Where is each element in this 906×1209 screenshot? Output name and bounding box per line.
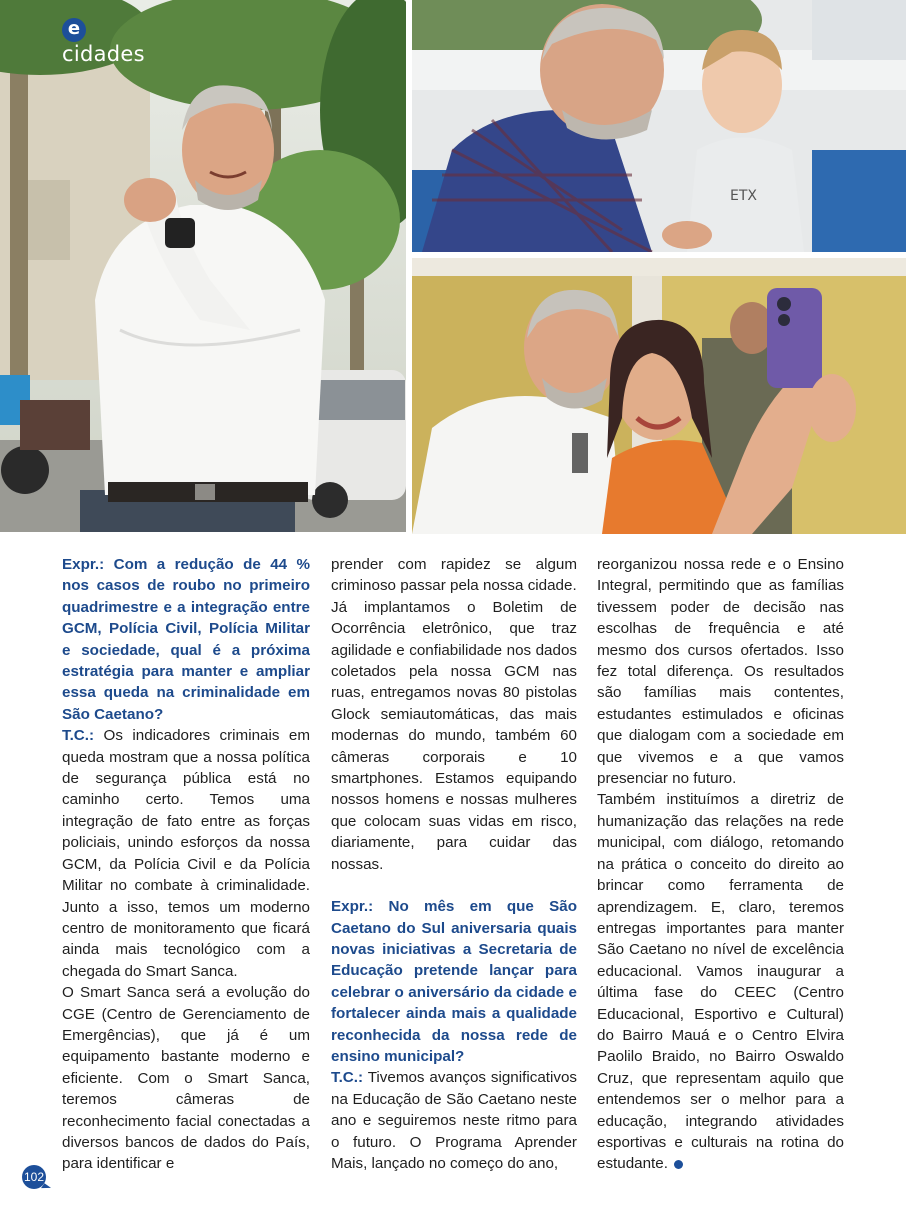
photo-man-posing (0, 0, 406, 532)
answer-2-label: T.C.: (331, 1069, 364, 1087)
answer-1-text: Os indicadores criminais em queda mostram que a nossa política de segurança pública está no caminho certo. Temos uma integração de fato entre as forças policiais, unindo esforços da nossa GCM, da Polícia Civil e da Polícia Militar no combate à criminalidade. Junto a isso, temos um moderno centro de monitoramento que ficará ainda mais tecnológico com a chegada do Smart Sanca. (62, 727, 310, 980)
answer-1-label: T.C.: (62, 727, 95, 745)
section-logo-e: e (62, 18, 86, 42)
question-1-text: Expr.: Com a redução de 44 % nos casos de roubo no primeiro quadrimestre e a integração entre GCM, Polícia Civil, Polícia Militar e sociedade, qual é a próxima estratégia para manter e ampliar essa queda na criminalidade em São Caetano? (62, 556, 310, 723)
answer-2-text: Tivemos avanços significativos na Educação de São Caetano neste ano e seguiremos neste ritmo para o futuro. O Programa Aprender Mais, lançado no começo do ano, (331, 1069, 577, 1172)
answer-2-paragraph-2: reorganizou nossa rede e o Ensino Integral, permitindo que as famílias tivessem poder de decisão nas escolhas de frequência e até mesmo dos cursos ofertados. Isso fez total diferença. Os resultados são famílias mais contentes, estudantes estimulados e oficinas que dialogam com a sociedade em que vivemos e a que vamos presenciar no futuro. (597, 556, 844, 788)
answer-2-paragraph-3 (597, 789, 844, 1174)
page-number: 102 (22, 1165, 46, 1189)
photo-selfie (412, 258, 906, 534)
question-2-text: Expr.: No mês em que São Caetano do Sul aniversaria quais novas iniciativas a Secretaria de Educação pretende lançar para celebrar o aniversário da cidade e fortalecer ainda mais a qualidade reconhecida da nossa rede de ensino municipal? (331, 898, 577, 1065)
paragraph-gap (331, 875, 577, 896)
text-column-1 (62, 554, 310, 1175)
answer-2-paragraph-3-text: Também instituímos a diretriz de humanização das relações na rede municipal, com diálogo, retomando na prática o conceito do direito ao brincar como ferramenta de aprendizagem. E, claro, teremos entregas importantes para manter São Caetano no nível de excelência educacional. Vamos inaugurar a última fase do CEEC (Centro Educacional, Esportivo e Cultural) do Bairro Mauá e o Centro Elvira Paolilo Braido, no Bairro Oswaldo Cruz, que representam aquilo que entendemos ser o melhor para a educação, integrando atividades esportivas e culturais na rotina do estudante. (597, 791, 844, 1173)
svg-text:ETX: ETX (730, 188, 757, 204)
answer-1-paragraph-3: prender com rapidez se algum criminoso passar pela nossa cidade. (331, 556, 577, 595)
text-column-2 (331, 554, 577, 1174)
section-name: cidades (62, 42, 145, 66)
question-1 (62, 554, 310, 725)
photo-man-with-child (412, 0, 906, 252)
text-column-3 (597, 554, 844, 1175)
answer-1-paragraph-1 (62, 725, 310, 982)
answer-1-paragraph-2: O Smart Sanca será a evolução do CGE (Centro de Gerenciamento de Emergências), que já é um equipamento bastante moderno e eficiente. Com o Smart Sanca, teremos câmeras de reconhecimento facial conectadas a diversos bancos de dados do País, para identificar e (62, 984, 310, 1173)
question-2 (331, 896, 577, 1067)
answer-1-paragraph-4: Já implantamos o Boletim de Ocorrência eletrônico, que traz agilidade e confiabilidade nos dados coletados pela nossa GCM nas ruas, entregamos novas 80 pistolas Glock semiautomáticas, das mais modernas do mundo, também 60 câmeras corporais e 10 smartphones. Estamos equipando nossos homens e nossas mulheres que colocam suas vidas em risco, diariamente, para cuidar das nossas. (331, 598, 577, 873)
answer-2-paragraph-1 (331, 1067, 577, 1174)
end-mark-icon (674, 1160, 683, 1169)
